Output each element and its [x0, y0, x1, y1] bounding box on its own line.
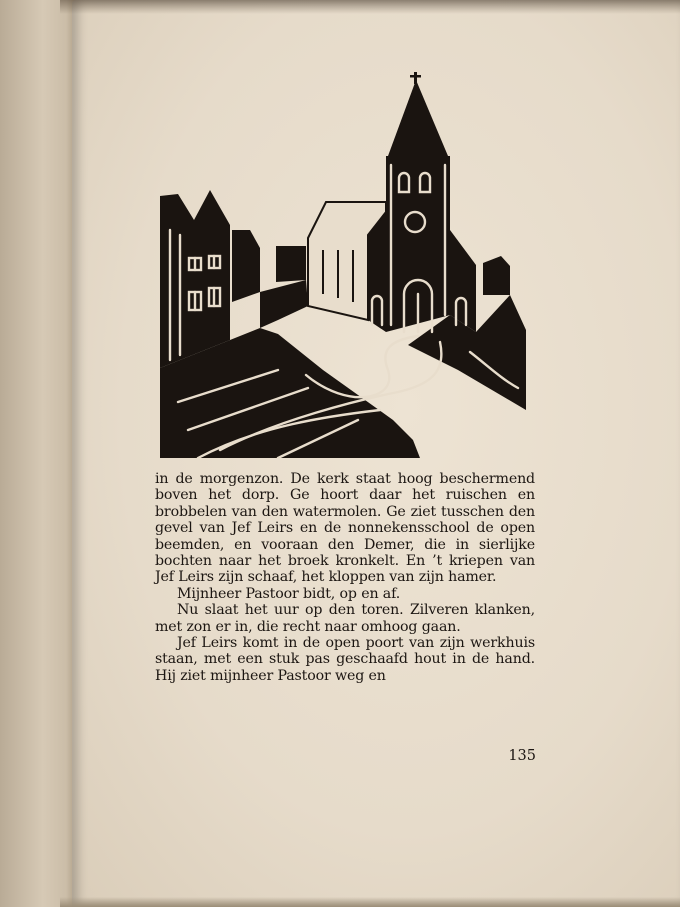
page-top-shadow [60, 0, 680, 14]
page-bottom-edge [60, 897, 680, 907]
left-page-edge [0, 0, 78, 907]
paragraph-2: Mijnheer Pastoor bidt, op en af. [177, 585, 401, 602]
body-text [155, 471, 535, 684]
paragraph-3: Nu slaat het uur op den toren. Zilveren klanken, met zon er in, die recht naar omhoog gaan. [155, 602, 535, 635]
page-number: 135 [508, 748, 536, 764]
middle-house [232, 230, 260, 302]
paragraph-1: in de morgenzon. De kerk staat hoog beschermend boven het dorp. Ge hoort daar het ruischen en brobbelen van den watermolen. Ge ziet tusschen den gevel van Jef Leirs en de nonnekensschool de open beemden, en vooraan den Demer, die in sierlijke bochten naar het broek kronkelt. En ’t kriepen van Jef Leirs zijn schaaf, het kloppen van zijn hamer. [155, 471, 535, 586]
woodcut-illustration [158, 70, 528, 460]
paragraph-4: Jef Leirs komt in de open poort van zijn werkhuis staan, met een stuk pas geschaafd hout in de hand. Hij ziet mijnheer Pastoor weg en [155, 635, 535, 684]
church-spire [388, 80, 448, 156]
far-building [276, 246, 306, 282]
